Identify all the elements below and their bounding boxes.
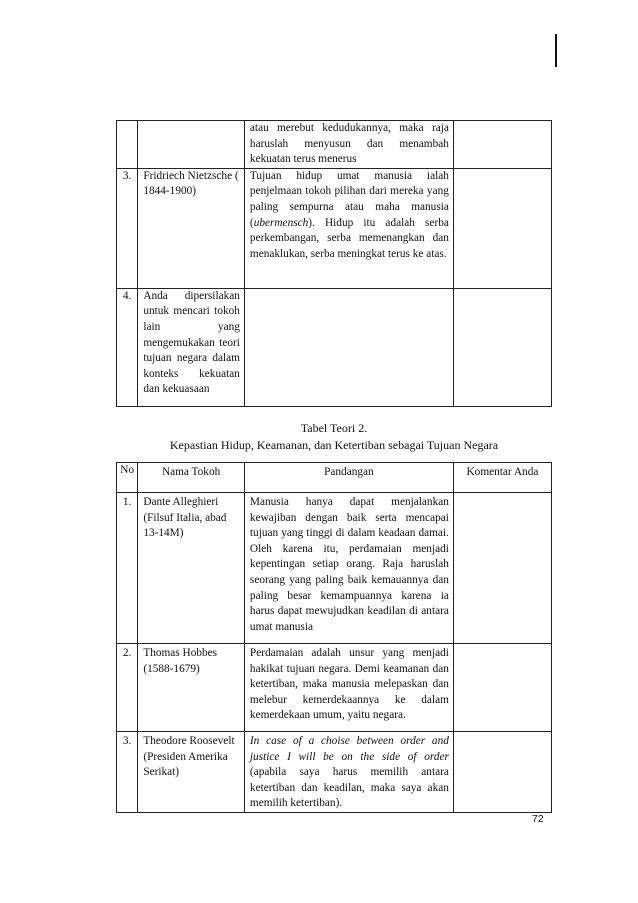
page-margin-bar [555,34,557,67]
figure-name: Anda dipersilakan untuk mencari tokoh lain yang mengemukakan teori tujuan negara dalam konteks kekuatan dan kekuasaan [138,288,245,406]
view-text [244,168,453,288]
table-row [117,493,552,644]
view-text: Manusia hanya dapat menjalankan kewajiban dengan baik serta mencapai tujuan yang tinggi di dalam keadaan damai. Oleh karena itu, perdamaian menjadi kepentingan setiap orang. Raja haruslah seorang yang paling baik kemauannya dan paling besar kemampuannya karena ia harus dapat mewujudkan keadilan di antara umat manusia [244,493,453,644]
row-number [117,121,138,169]
figure-name [138,121,245,169]
row-number: 2. [117,644,138,732]
table-caption-subtitle: Kepastian Hidup, Keamanan, dan Ketertiban sebagai Tujuan Negara [169,438,499,452]
comment-cell[interactable] [453,121,551,169]
view-text: atau merebut kedudukannya, maka raja haruslah menyusun dan menambah kekuatan terus menerus [244,121,453,169]
header-name: Nama Tokoh [138,463,245,493]
table-row [117,121,552,169]
table-row [117,168,552,288]
comment-cell[interactable] [453,168,551,288]
view-text [244,732,453,813]
page-number: 72 [532,813,544,825]
comment-cell[interactable] [453,644,551,732]
comment-cell[interactable] [453,288,551,406]
view-text: Perdamaian adalah unsur yang menjadi hakikat tujuan negara. Demi keamanan dan ketertiban, maka manusia melepaskan dan melebur kemerdekaannya ke dalam kemerdekaan umum, yaitu negara. [244,644,453,732]
figure-name: Thomas Hobbes (1588-1679) [138,644,245,732]
figure-name: Dante Alleghieri (Filsuf Italia, abad 13-14M) [138,493,245,644]
theory-table-2 [116,462,552,813]
view-text-part: Tujuan hidup umat manusia ialah penjelmaan tokoh pilihan dari mereka yang paling sempurna atau maha manusia ( [249,169,449,229]
header-view: Pandangan [244,463,453,493]
header-no: No [117,463,138,493]
row-number: 3. [117,168,138,288]
table-row [117,732,552,813]
theory-table-1-continued [116,120,552,407]
table-caption-title: Tabel Teori 2. [300,421,368,435]
figure-name: Theodore Roosevelt (Presiden Amerika Serikat) [138,732,245,813]
row-number: 3. [117,732,138,813]
view-text [244,288,453,406]
figure-name: Fridriech Nietzsche ( 1844-1900) [138,168,245,288]
row-number: 4. [117,288,138,406]
header-comment: Komentar Anda [453,463,551,493]
table-header-row [117,463,552,493]
view-text-part: (apabila saya harus memilih antara ketertiban dan keadilan, maka saya akan memilih ketertiban). [249,766,449,810]
table-row [117,644,552,732]
view-text-italic: In case of a choise between order and justice I will be on the side of order [249,735,449,763]
comment-cell[interactable] [453,493,551,644]
view-text-part: ). Hidup itu adalah serba perkembangan, serba memenangkan dan menaklukan, serba meningkat terus ke atas. [249,216,449,260]
view-text-italic: ubermensch [253,216,309,229]
comment-cell[interactable] [453,732,551,813]
row-number: 1. [117,493,138,644]
table-row [117,288,552,406]
